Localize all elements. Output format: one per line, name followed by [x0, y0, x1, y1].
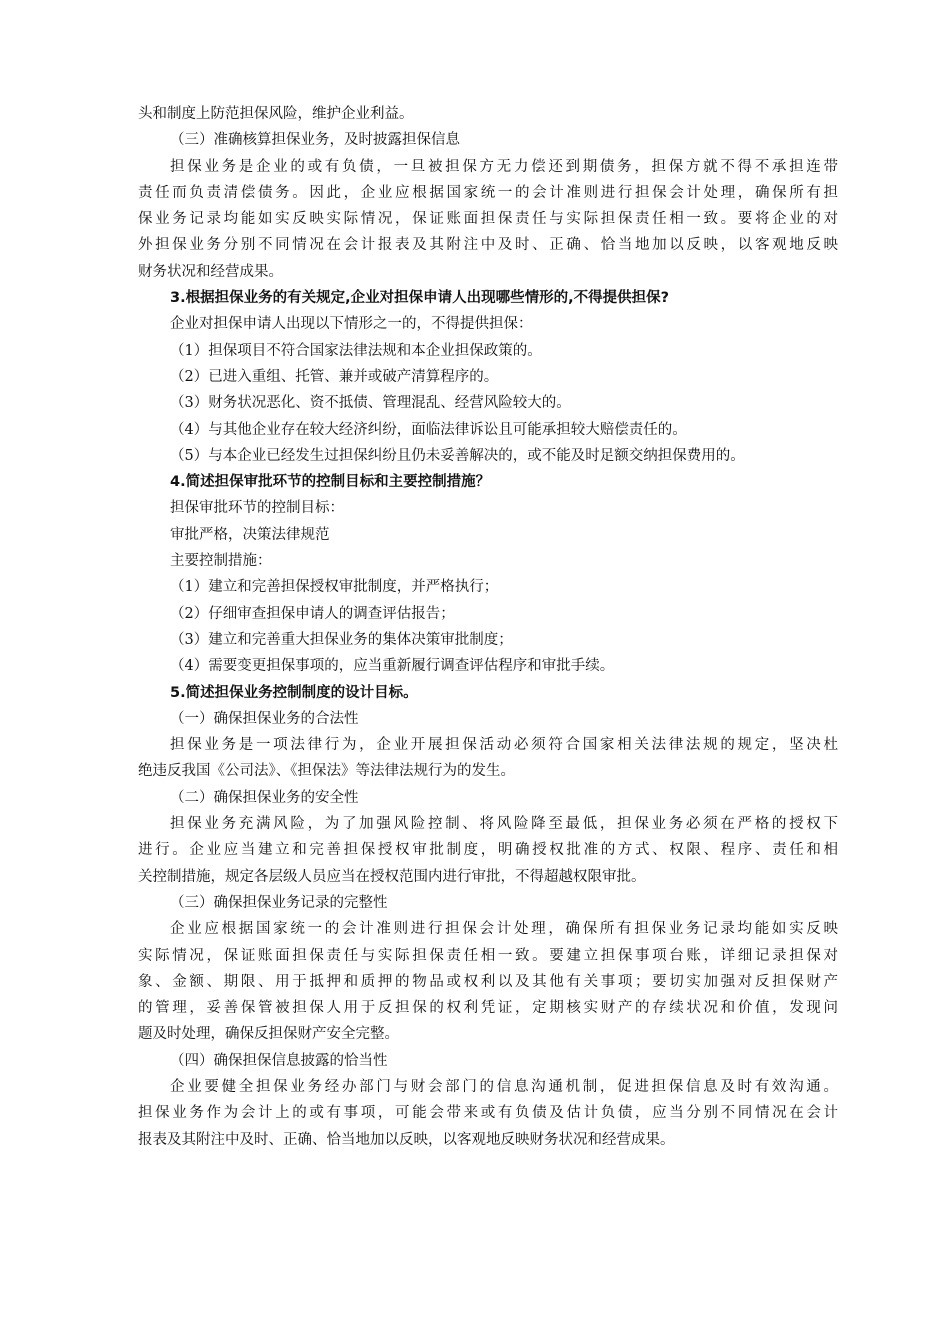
text-line: （1）担保项目不符合国家法律法规和本企业担保政策的。: [170, 342, 542, 359]
text-line: 题及时处理，确保反担保财产安全完整。: [138, 1026, 399, 1043]
text-line: 企业应根据国家统一的会计准则进行担保会计处理，确保所有担保业务记录均能如实反映: [170, 921, 838, 938]
text-line: 审批严格，决策法律规范: [170, 526, 330, 543]
text-line: （2）已进入重组、托管、兼并或破产清算程序的。: [170, 368, 499, 385]
text-line: 进行。企业应当建立和完善担保授权审批制度，明确授权批准的方式、权限、程序、责任和相: [138, 842, 838, 859]
text-line: （一）确保担保业务的合法性: [170, 710, 359, 727]
text-line: 实际情况，保证账面担保责任与实际担保责任相一致。要建立担保事项台账，详细记录担保对: [138, 947, 838, 964]
text-line: 财务状况和经营成果。: [138, 263, 283, 280]
text-line: 责任而负责清偿债务。因此，企业应根据国家统一的会计准则进行担保会计处理，确保所有担: [138, 184, 838, 201]
text-line: （3）财务状况恶化、资不抵债、管理混乱、经营风险较大的。: [170, 395, 571, 412]
text-line: 关控制措施，规定各层级人员应当在授权范围内进行审批，不得超越权限审批。: [138, 868, 646, 885]
text-line: 担保审批环节的控制目标：: [170, 500, 344, 517]
text-line: 的管理，妥善保管被担保人用于反担保的权利凭证，定期核实财产的存续状况和价值，发现问: [138, 1000, 838, 1017]
text-line: 担保业务是一项法律行为，企业开展担保活动必须符合国家相关法律法规的规定，坚决杜: [170, 737, 838, 754]
text-line: （4）与其他企业存在较大经济纠纷，面临法律诉讼且可能承担较大赔偿责任的。: [170, 421, 687, 438]
text-line: 外担保业务分别不同情况在会计报表及其附注中及时、正确、恰当地加以反映，以客观地反映: [138, 237, 838, 254]
text-line: （2）仔细审查担保申请人的调查评估报告；: [170, 605, 455, 622]
question-heading: 3.根据担保业务的有关规定,企业对担保申请人出现哪些情形的,不得提供担保?: [170, 290, 670, 307]
text-line: （二）确保担保业务的安全性: [170, 789, 359, 806]
text-line: 企业对担保申请人出现以下情形之一的，不得提供担保：: [170, 316, 533, 333]
text-line: 绝违反我国《公司法》、《担保法》等法律法规行为的发生。: [138, 763, 515, 780]
text-line: （三）准确核算担保业务，及时披露担保信息: [170, 132, 460, 149]
text-line: （三）确保担保业务记录的完整性: [170, 894, 388, 911]
question-heading: 5.简述担保业务控制制度的设计目标。: [170, 684, 418, 701]
text-line: 担保业务充满风险，为了加强风险控制、将风险降至最低，担保业务必须在严格的授权下: [170, 816, 838, 833]
text-line: （4）需要变更担保事项的，应当重新履行调查评估程序和审批手续。: [170, 658, 615, 675]
text-line: （四）确保担保信息披露的恰当性: [170, 1052, 388, 1069]
text-line: （1）建立和完善担保授权审批制度，并严格执行；: [170, 579, 499, 596]
text-line: （3）建立和完善重大担保业务的集体决策审批制度；: [170, 631, 513, 648]
text-line: 担保业务作为会计上的或有事项，可能会带来或有负债及估计负债，应当分别不同情况在会计: [138, 1105, 838, 1122]
question-heading: 4.简述担保审批环节的控制目标和主要控制措施？: [170, 474, 491, 491]
text-line: （5）与本企业已经发生过担保纠纷且仍未妥善解决的，或不能及时足额交纳担保费用的。: [170, 447, 745, 464]
text-line: 报表及其附注中及时、正确、恰当地加以反映，以客观地反映财务状况和经营成果。: [138, 1131, 675, 1148]
text-line: 担保业务是企业的或有负债，一旦被担保方无力偿还到期债务，担保方就不得不承担连带: [170, 158, 838, 175]
text-line: 象、金额、期限、用于抵押和质押的物品或权利以及其他有关事项；要切实加强对反担保财产: [138, 973, 838, 990]
text-line: 主要控制措施：: [170, 553, 272, 570]
text-line: 保业务记录均能如实反映实际情况，保证账面担保责任与实际担保责任相一致。要将企业的对: [138, 211, 838, 228]
text-line: 头和制度上防范担保风险，维护企业利益。: [138, 106, 414, 122]
text-line: 企业要健全担保业务经办部门与财会部门的信息沟通机制，促进担保信息及时有效沟通。: [170, 1078, 838, 1095]
